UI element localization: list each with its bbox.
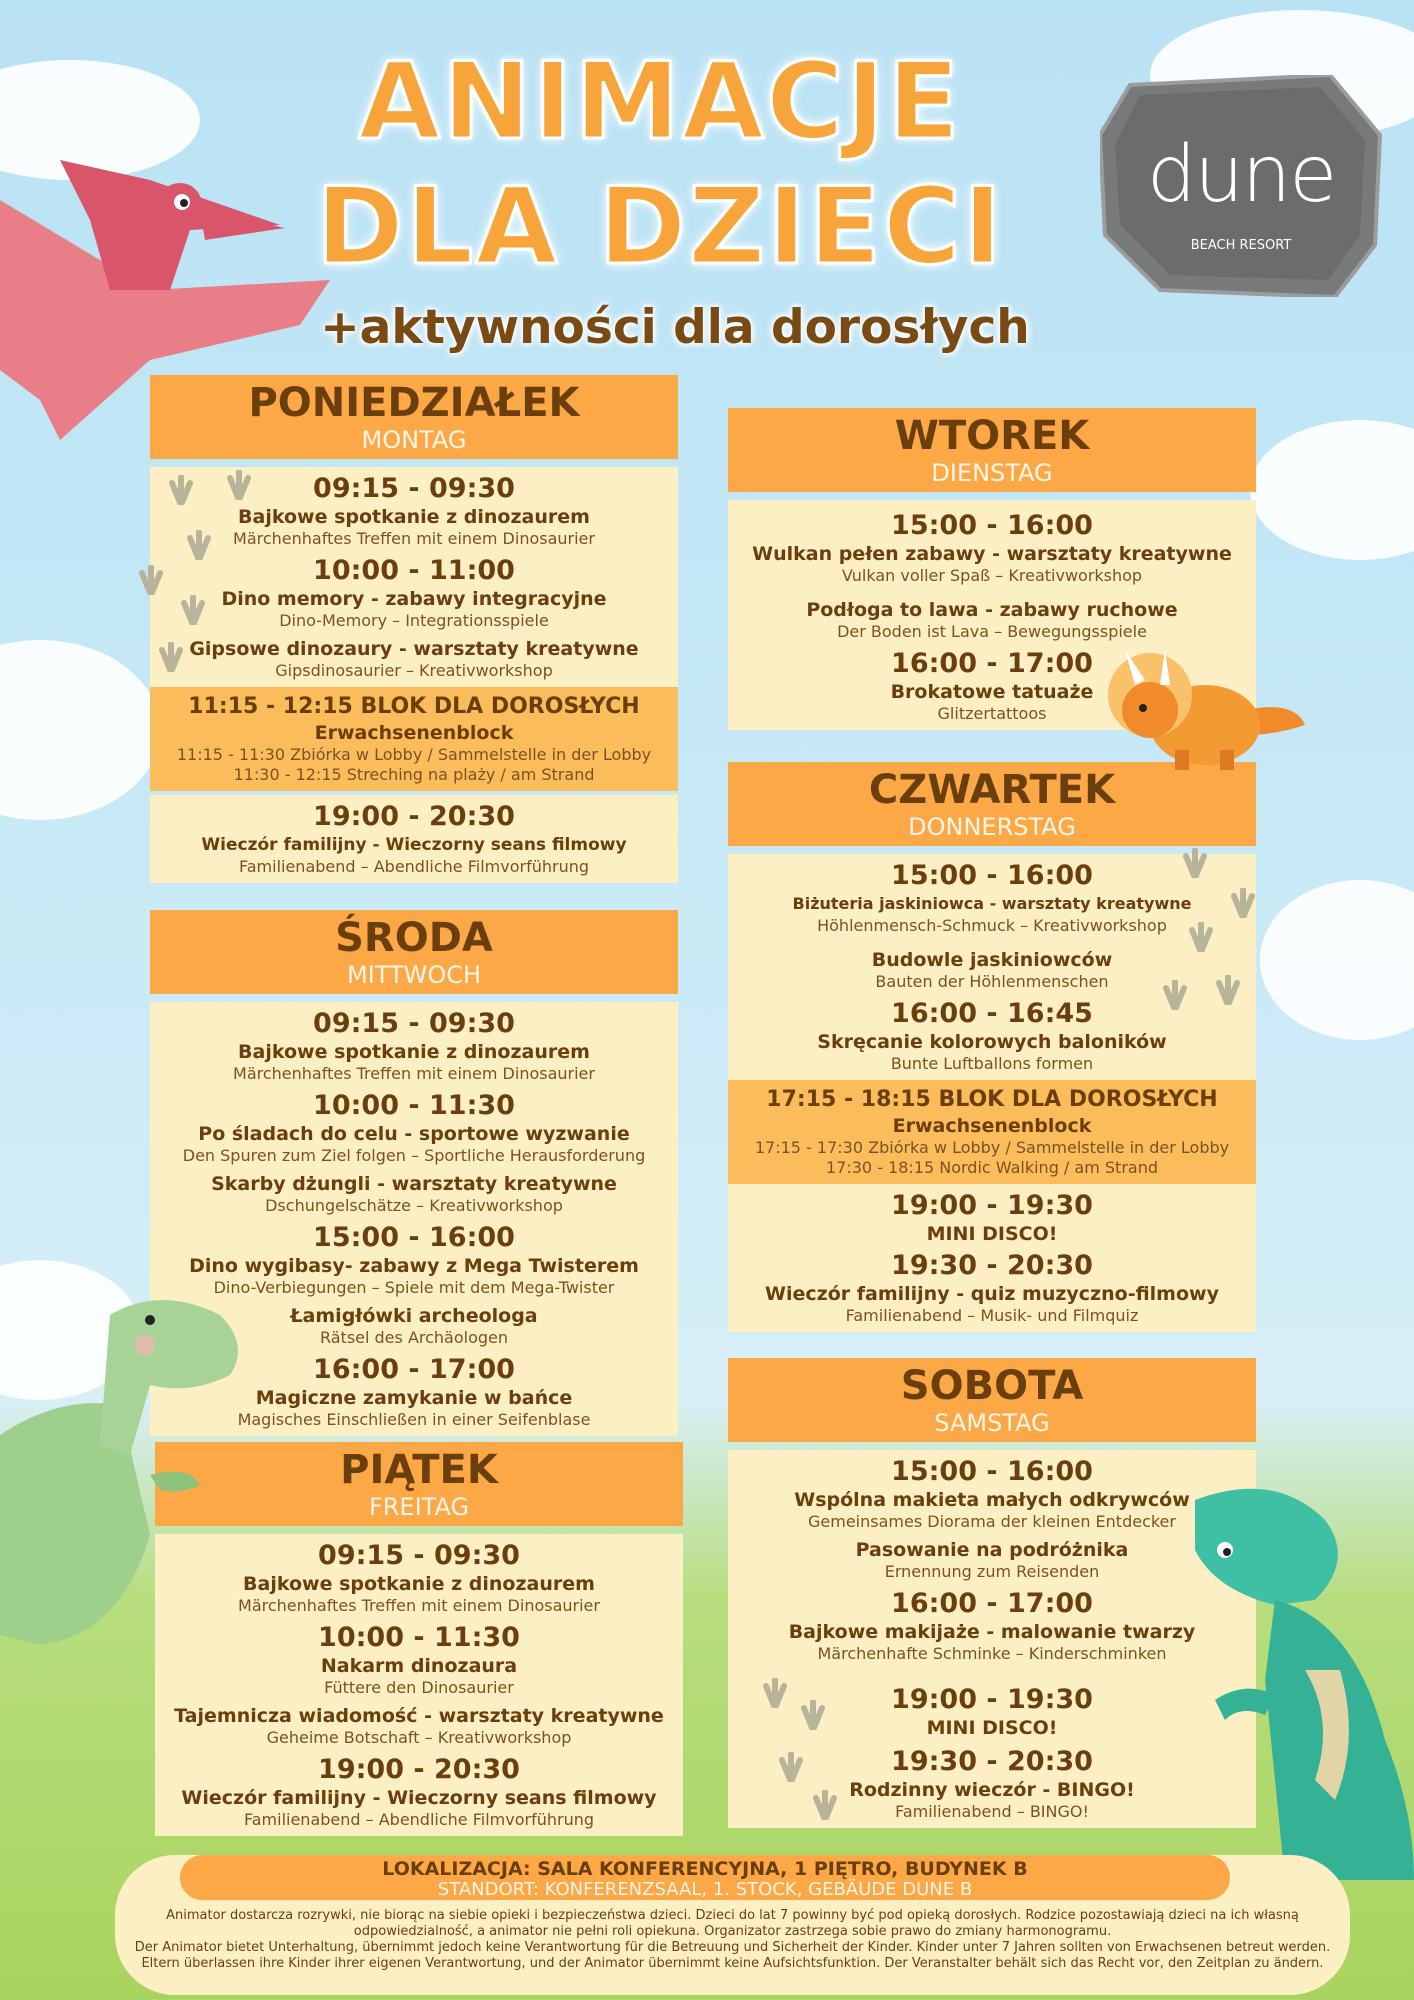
- time-slot: 15:00 - 16:00: [313, 1222, 515, 1253]
- day-name-de: DIENSTAG: [931, 459, 1053, 487]
- adult-block: [150, 687, 678, 791]
- event-subtitle: Der Boden ist Lava – Bewegungsspiele: [837, 622, 1147, 641]
- adult-block-line: 11:15 - 11:30 Zbiórka w Lobby / Sammelstelle in der Lobby: [176, 745, 652, 764]
- time-slot: 19:00 - 19:30: [891, 1684, 1093, 1715]
- time-slot: 16:00 - 16:45: [891, 998, 1093, 1029]
- thursday-evening: [728, 1184, 1256, 1332]
- time-slot: 10:00 - 11:30: [313, 1090, 515, 1121]
- event-title: Wulkan pełen zabawy - warsztaty kreatywne: [752, 543, 1232, 565]
- time-slot: 09:15 - 09:30: [313, 473, 515, 504]
- adult-block-subtitle: Erwachsenenblock: [314, 722, 514, 744]
- time-slot: 19:00 - 20:30: [318, 1754, 520, 1785]
- event-subtitle: Rätsel des Archäologen: [319, 1328, 509, 1347]
- time-slot: 10:00 - 11:00: [313, 555, 515, 586]
- footprint-icon: [762, 1678, 788, 1708]
- event-subtitle: Dino-Memory – Integrationsspiele: [279, 611, 549, 630]
- event-title: Magiczne zamykanie w bańce: [255, 1387, 573, 1409]
- event-subtitle: Märchenhaftes Treffen mit einem Dinosaurier: [238, 1596, 600, 1615]
- footprint-icon: [1188, 922, 1214, 952]
- monday-evening: [150, 795, 678, 883]
- event-title: MINI DISCO!: [926, 1717, 1058, 1739]
- subtitle: +aktywności dla dorosłych: [320, 300, 1030, 355]
- time-slot: 15:00 - 16:00: [891, 860, 1093, 891]
- footprint-icon: [812, 1790, 838, 1820]
- day-name: CZWARTEK: [868, 767, 1116, 813]
- time-slot: 19:00 - 19:30: [891, 1190, 1093, 1221]
- event-subtitle: Dino-Verbiegungen – Spiele mit dem Mega-Twister: [213, 1278, 615, 1297]
- event-subtitle: Füttere den Dinosaurier: [324, 1678, 514, 1697]
- day-name: WTOREK: [894, 413, 1090, 459]
- location-de: STANDORT: KONFERENZSAAL, 1. STOCK, GEBÄUDE DUNE B: [437, 1879, 973, 1900]
- time-slot: 16:00 - 17:00: [891, 648, 1093, 679]
- time-slot: 09:15 - 09:30: [318, 1540, 520, 1571]
- location-pl: LOKALIZACJA: SALA KONFERENCYJNA, 1 PIĘTRO, BUDYNEK B: [382, 1858, 1028, 1880]
- event-title: Łamigłówki archeologa: [290, 1305, 538, 1327]
- event-title: Bajkowe spotkanie z dinozaurem: [243, 1573, 595, 1595]
- time-slot: 16:00 - 17:00: [891, 1588, 1093, 1619]
- event-title: Biżuteria jaskiniowca - warsztaty kreatywne: [792, 894, 1192, 913]
- day-name-de: SAMSTAG: [934, 1409, 1050, 1437]
- adult-block-line: 17:15 - 17:30 Zbiórka w Lobby / Sammelstelle in der Lobby: [754, 1138, 1230, 1157]
- monday-section: [150, 375, 678, 883]
- monday-header: [150, 375, 678, 459]
- time-slot: 19:30 - 20:30: [891, 1250, 1093, 1281]
- teal-dinosaur-illustration: [1155, 1480, 1414, 1884]
- event-title: Wieczór familijny - Wieczorny seans filmowy: [201, 835, 627, 855]
- wednesday-header: [150, 910, 678, 994]
- day-name: PIĄTEK: [340, 1447, 498, 1493]
- adult-block-subtitle: Erwachsenenblock: [892, 1115, 1092, 1137]
- saturday-header: [728, 1358, 1256, 1442]
- logo-tagline: BEACH RESORT: [1190, 238, 1292, 253]
- footprint-icon: [1230, 888, 1256, 918]
- event-title: Dino wygibasy- zabawy z Mega Twisterem: [189, 1255, 639, 1277]
- time-slot: 19:00 - 20:30: [313, 801, 515, 832]
- title-line-2: DLA DZIECI: [315, 165, 1005, 288]
- footprint-icon: [226, 470, 252, 500]
- day-name: ŚRODA: [335, 915, 493, 961]
- event-subtitle: Märchenhaftes Treffen mit einem Dinosaurier: [233, 1064, 595, 1083]
- footprint-icon: [186, 530, 212, 560]
- time-slot: 15:00 - 16:00: [891, 1456, 1093, 1487]
- event-subtitle: Märchenhaftes Treffen mit einem Dinosaurier: [233, 529, 595, 548]
- disclaimer-de: Der Animator bietet Unterhaltung, übernimmt jedoch keine Verantwortung für die Betreuung und Sicherheit der Kinder. Kinder unter 7 Jahren sollten von Erwachsenen betreut werden. Eltern überlassen ihre Kinder ihrer eigenen Verantwortung, und der Animator übernimmt keine Aufsichtsfunktion. Der Veranstalter behält sich das Recht vor, den Zeitplan zu ändern.: [134, 1940, 1331, 1971]
- adult-block-title: 17:15 - 18:15 BLOK DLA DOROSŁYCH: [766, 1087, 1218, 1112]
- footprint-icon: [1182, 848, 1208, 878]
- event-title: Dino memory - zabawy integracyjne: [221, 588, 607, 610]
- green-dinosaur-illustration: [0, 1275, 260, 1659]
- event-title: Gipsowe dinozaury - warsztaty kreatywne: [189, 638, 639, 660]
- disclaimer: [130, 1908, 1335, 1972]
- cloud: [0, 640, 160, 820]
- footprint-icon: [778, 1752, 804, 1782]
- logo-brand: dune: [1146, 130, 1336, 220]
- time-slot: 15:00 - 16:00: [891, 510, 1093, 541]
- dune-logo: [1100, 75, 1382, 297]
- footprint-icon: [158, 642, 184, 672]
- day-name-de: FREITAG: [368, 1493, 470, 1521]
- event-subtitle: Gipsdinosaurier – Kreativworkshop: [275, 661, 553, 680]
- event-title: Wspólna makieta małych odkrywców: [794, 1489, 1190, 1511]
- footprint-icon: [168, 475, 194, 505]
- time-slot: 10:00 - 11:30: [318, 1622, 520, 1653]
- event-subtitle: Märchenhafte Schminke – Kinderschminken: [817, 1644, 1167, 1663]
- day-name-de: MONTAG: [361, 426, 467, 454]
- event-subtitle: Familienabend – BINGO!: [895, 1802, 1089, 1821]
- event-title: Bajkowe spotkanie z dinozaurem: [238, 506, 590, 528]
- event-title: Bajkowe spotkanie z dinozaurem: [238, 1041, 590, 1063]
- adult-block: [728, 1080, 1256, 1184]
- event-subtitle: Gemeinsames Diorama der kleinen Entdecker: [808, 1512, 1176, 1531]
- location-banner: [180, 1855, 1230, 1900]
- thursday-schedule: [728, 854, 1256, 1080]
- event-title: Skręcanie kolorowych baloników: [817, 1031, 1167, 1053]
- event-subtitle: Geheime Botschaft – Kreativworkshop: [266, 1728, 572, 1747]
- day-name: SOBOTA: [900, 1363, 1084, 1409]
- event-subtitle: Höhlenmensch-Schmuck – Kreativworkshop: [817, 916, 1167, 935]
- event-title: Rodzinny wieczór - BINGO!: [849, 1779, 1135, 1801]
- event-subtitle: Dschungelschätze – Kreativworkshop: [265, 1196, 563, 1215]
- time-slot: 16:00 - 17:00: [313, 1354, 515, 1385]
- cloud: [1260, 880, 1414, 1040]
- event-subtitle: Familienabend – Abendliche Filmvorführung: [239, 857, 589, 876]
- footprint-icon: [1162, 980, 1188, 1010]
- title-line-1: ANIMACJE: [358, 40, 962, 163]
- event-subtitle: Familienabend – Abendliche Filmvorführung: [244, 1810, 594, 1829]
- footprint-icon: [180, 595, 206, 625]
- day-name-de: MITTWOCH: [346, 961, 482, 989]
- event-subtitle: Glitzertattoos: [937, 704, 1047, 723]
- event-title: MINI DISCO!: [926, 1223, 1058, 1245]
- event-subtitle: Familienabend – Musik- und Filmquiz: [845, 1306, 1139, 1325]
- event-title: Podłoga to lawa - zabawy ruchowe: [806, 599, 1178, 621]
- time-slot: 19:30 - 20:30: [891, 1746, 1093, 1777]
- event-subtitle: Den Spuren zum Ziel folgen – Sportliche Herausforderung: [182, 1146, 646, 1165]
- adult-block-title: 11:15 - 12:15 BLOK DLA DOROSŁYCH: [188, 694, 640, 719]
- day-name-de: DONNERSTAG: [908, 813, 1076, 841]
- day-name: PONIEDZIAŁEK: [248, 380, 580, 426]
- event-title: Brokatowe tatuaże: [890, 681, 1094, 703]
- adult-block-line: 17:30 - 18:15 Nordic Walking / am Strand: [826, 1158, 1158, 1177]
- event-subtitle: Bauten der Höhlenmenschen: [875, 972, 1109, 991]
- event-title: Wieczór familijny - Wieczorny seans filmowy: [181, 1787, 657, 1809]
- thursday-section: [728, 762, 1256, 1332]
- event-title: Tajemnicza wiadomość - warsztaty kreatywne: [174, 1705, 664, 1727]
- event-title: Budowle jaskiniowców: [871, 949, 1113, 971]
- event-title: Po śladach do celu - sportowe wyzwanie: [198, 1123, 630, 1145]
- event-title: Nakarm dinozaura: [320, 1655, 518, 1677]
- event-title: Pasowanie na podróżnika: [855, 1539, 1129, 1561]
- event-subtitle: Ernennung zum Reisenden: [884, 1562, 1100, 1581]
- footprint-icon: [800, 1700, 826, 1730]
- event-subtitle: Bunte Luftballons formen: [890, 1054, 1094, 1073]
- disclaimer-pl: Animator dostarcza rozrywki, nie biorąc na siebie opieki i bezpieczeństwa dzieci. Dzieci do lat 7 powinny być pod opieką dorosłych. Rodzice pozostawiają dzieci na ich własną odpowiedzialność, a animator nie pełni roli opiekuna. Organizator zastrzega sobie prawo do zmiany harmonogramu.: [166, 1908, 1299, 1939]
- event-title: Skarby dżungli - warsztaty kreatywne: [211, 1173, 617, 1195]
- event-title: Wieczór familijny - quiz muzyczno-filmowy: [765, 1283, 1219, 1305]
- time-slot: 09:15 - 09:30: [313, 1008, 515, 1039]
- event-subtitle: Magisches Einschließen in einer Seifenblase: [237, 1410, 591, 1429]
- footprint-icon: [138, 565, 164, 595]
- footprint-icon: [1215, 975, 1241, 1005]
- triceratops-illustration: [1095, 640, 1315, 784]
- event-subtitle: Vulkan voller Spaß – Kreativworkshop: [841, 566, 1143, 585]
- cloud: [1250, 420, 1414, 560]
- tuesday-header: [728, 408, 1256, 492]
- adult-block-line: 11:30 - 12:15 Streching na plaży / am Strand: [233, 765, 595, 784]
- event-title: Bajkowe makijaże - malowanie twarzy: [788, 1621, 1196, 1643]
